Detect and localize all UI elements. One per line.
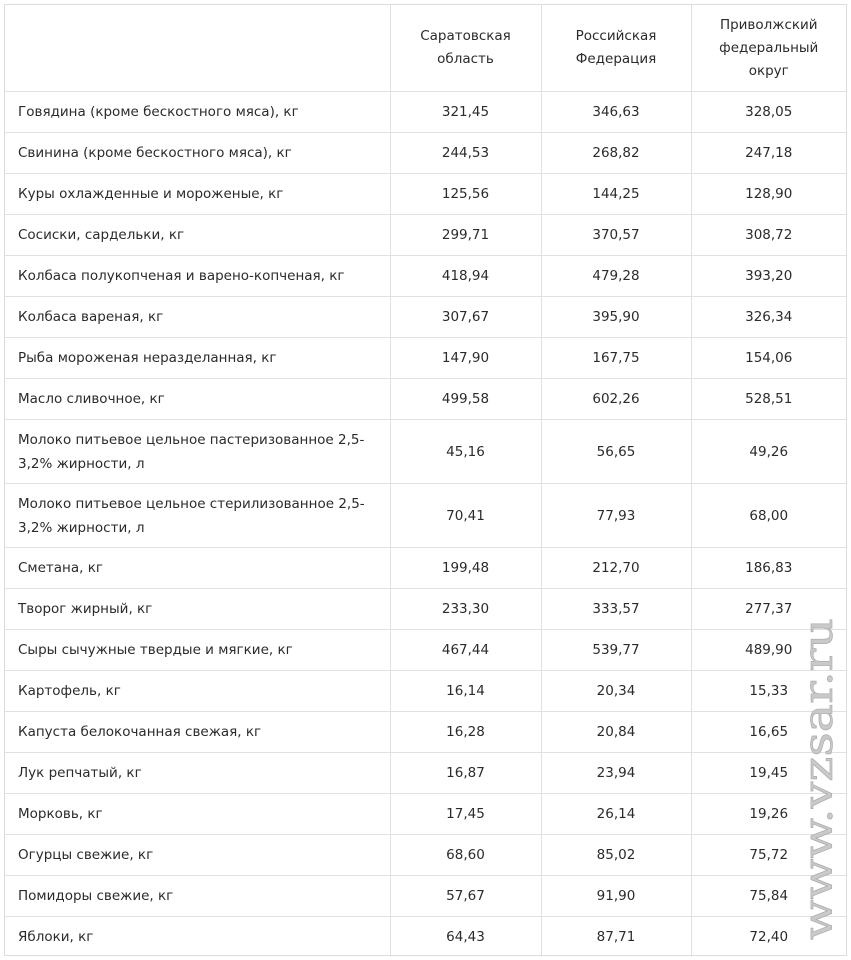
saratov-price: 16,87 <box>390 753 541 794</box>
russia-price: 167,75 <box>541 338 691 379</box>
table-row <box>5 917 846 958</box>
table-row <box>5 671 846 712</box>
table-row <box>5 484 846 548</box>
volga-price: 16,65 <box>691 712 846 753</box>
russia-price: 539,77 <box>541 630 691 671</box>
table-row <box>5 174 846 215</box>
product-label: Говядина (кроме бескостного мяса), кг <box>5 92 390 133</box>
product-label: Творог жирный, кг <box>5 589 390 630</box>
table-row <box>5 215 846 256</box>
table-row <box>5 420 846 484</box>
table-header-row <box>5 5 846 92</box>
volga-price: 75,72 <box>691 835 846 876</box>
saratov-price: 321,45 <box>390 92 541 133</box>
table-row <box>5 379 846 420</box>
saratov-price: 299,71 <box>390 215 541 256</box>
volga-price: 68,00 <box>691 484 846 548</box>
product-label: Картофель, кг <box>5 671 390 712</box>
russia-price: 56,65 <box>541 420 691 484</box>
russia-price: 479,28 <box>541 256 691 297</box>
table-row <box>5 92 846 133</box>
volga-price: 393,20 <box>691 256 846 297</box>
saratov-price: 57,67 <box>390 876 541 917</box>
russia-price: 333,57 <box>541 589 691 630</box>
volga-price: 326,34 <box>691 297 846 338</box>
saratov-price: 199,48 <box>390 548 541 589</box>
volga-price: 247,18 <box>691 133 846 174</box>
watermark <box>796 618 845 943</box>
saratov-price: 244,53 <box>390 133 541 174</box>
product-label: Колбаса полукопченая и варено-копченая, кг <box>5 256 390 297</box>
saratov-price: 64,43 <box>390 917 541 958</box>
russia-price: 85,02 <box>541 835 691 876</box>
volga-price: 154,06 <box>691 338 846 379</box>
saratov-price: 233,30 <box>390 589 541 630</box>
table-row <box>5 753 846 794</box>
volga-price: 528,51 <box>691 379 846 420</box>
header-product <box>5 5 390 92</box>
table-row <box>5 338 846 379</box>
product-label: Яблоки, кг <box>5 917 390 958</box>
russia-price: 212,70 <box>541 548 691 589</box>
russia-price: 346,63 <box>541 92 691 133</box>
volga-price: 75,84 <box>691 876 846 917</box>
saratov-price: 499,58 <box>390 379 541 420</box>
saratov-price: 125,56 <box>390 174 541 215</box>
saratov-price: 70,41 <box>390 484 541 548</box>
table-row <box>5 835 846 876</box>
watermark-text: www.vzsar.ru <box>796 668 842 940</box>
product-label: Морковь, кг <box>5 794 390 835</box>
product-label: Свинина (кроме бескостного мяса), кг <box>5 133 390 174</box>
volga-price: 128,90 <box>691 174 846 215</box>
header-russian-federation: Российская Федерация <box>541 5 691 92</box>
product-label: Огурцы свежие, кг <box>5 835 390 876</box>
saratov-price: 16,14 <box>390 671 541 712</box>
product-label: Капуста белокочанная свежая, кг <box>5 712 390 753</box>
price-table-frame <box>4 4 847 956</box>
product-label: Куры охлажденные и мороженые, кг <box>5 174 390 215</box>
russia-price: 395,90 <box>541 297 691 338</box>
saratov-price: 68,60 <box>390 835 541 876</box>
russia-price: 77,93 <box>541 484 691 548</box>
product-label: Сыры сычужные твердые и мягкие, кг <box>5 630 390 671</box>
russia-price: 20,34 <box>541 671 691 712</box>
russia-price: 20,84 <box>541 712 691 753</box>
table-row <box>5 133 846 174</box>
saratov-price: 17,45 <box>390 794 541 835</box>
saratov-price: 45,16 <box>390 420 541 484</box>
russia-price: 87,71 <box>541 917 691 958</box>
volga-price: 489,90 <box>691 630 846 671</box>
russia-price: 370,57 <box>541 215 691 256</box>
header-volga-district: Приволжский федеральный округ <box>691 5 846 92</box>
russia-price: 602,26 <box>541 379 691 420</box>
table-row <box>5 548 846 589</box>
product-label: Рыба мороженая неразделанная, кг <box>5 338 390 379</box>
product-label: Молоко питьевое цельное пастеризованное 2,5-3,2% жирности, л <box>5 420 390 484</box>
russia-price: 268,82 <box>541 133 691 174</box>
volga-price: 72,40 <box>749 929 789 945</box>
product-label: Колбаса вареная, кг <box>5 297 390 338</box>
volga-price: 308,72 <box>691 215 846 256</box>
header-saratov-region: Саратовская область <box>390 5 541 92</box>
volga-price: 328,05 <box>691 92 846 133</box>
table-row <box>5 712 846 753</box>
table-row <box>5 876 846 917</box>
russia-price: 26,14 <box>541 794 691 835</box>
table-row <box>5 794 846 835</box>
volga-price: 15,33 <box>691 671 846 712</box>
table-row <box>5 589 846 630</box>
product-label: Помидоры свежие, кг <box>5 876 390 917</box>
saratov-price: 307,67 <box>390 297 541 338</box>
volga-price: 19,26 <box>691 794 846 835</box>
product-label: Сосиски, сардельки, кг <box>5 215 390 256</box>
product-label: Сметана, кг <box>5 548 390 589</box>
saratov-price: 16,28 <box>390 712 541 753</box>
russia-price: 23,94 <box>541 753 691 794</box>
table-row <box>5 630 846 671</box>
volga-price: 19,45 <box>691 753 846 794</box>
product-label: Масло сливочное, кг <box>5 379 390 420</box>
product-label: Молоко питьевое цельное стерилизованное 2,5-3,2% жирности, л <box>5 484 390 548</box>
volga-price: 49,26 <box>691 420 846 484</box>
russia-price: 91,90 <box>541 876 691 917</box>
table-row <box>5 256 846 297</box>
table-row <box>5 297 846 338</box>
volga-price: 277,37 <box>691 589 846 630</box>
saratov-price: 418,94 <box>390 256 541 297</box>
russia-price: 144,25 <box>541 174 691 215</box>
saratov-price: 467,44 <box>390 630 541 671</box>
product-label: Лук репчатый, кг <box>5 753 390 794</box>
saratov-price: 147,90 <box>390 338 541 379</box>
price-table <box>5 5 846 957</box>
volga-price: 186,83 <box>691 548 846 589</box>
